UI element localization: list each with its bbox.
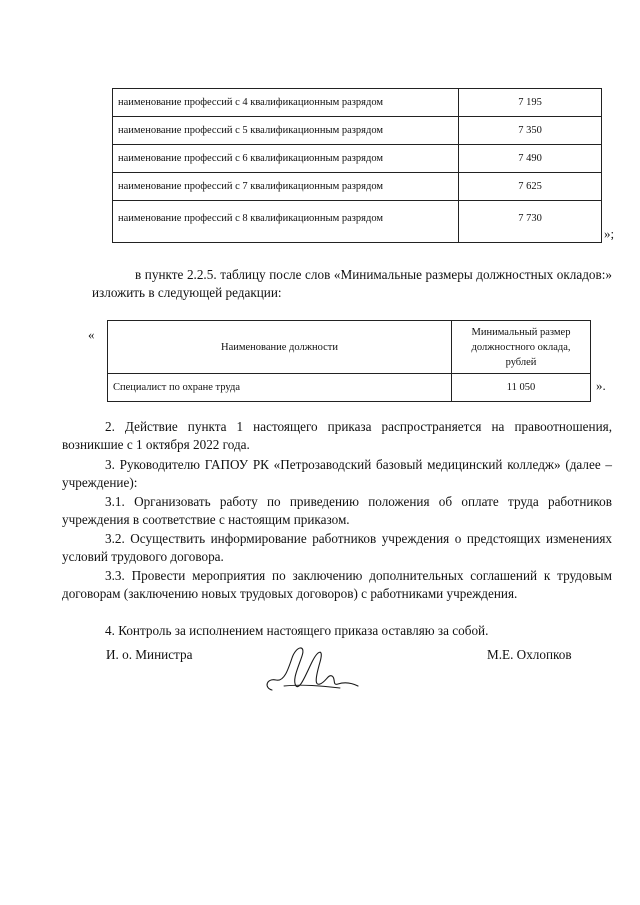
table-row [113,145,602,173]
table-cell-name: наименование профессий с 4 квалификационным разрядом [113,89,459,117]
intro-paragraph: в пункте 2.2.5. таблицу после слов «Минимальные размеры должностных окладов:» изложить в следующей редакции: [92,267,612,300]
table-cell-name: наименование профессий с 6 квалификационным разрядом [113,145,459,173]
table-cell-value: 7 490 [459,145,602,173]
table-row [113,117,602,145]
table-cell-name: наименование профессий с 7 квалификационным разрядом [113,173,459,201]
opening-quote: « [88,327,95,342]
closing-quote: »; [604,226,615,241]
column-header-position: Наименование должности [108,321,452,374]
handwritten-signature [262,640,362,698]
table-cell-value: 7 730 [459,201,602,243]
table-cell-value: 7 625 [459,173,602,201]
table-row [108,374,591,402]
closing-quote: ». [596,378,606,393]
paragraph-item-2: 2. Действие пункта 1 настоящего приказа распространяется на правоотношения, возникшие с 1 октября 2022 года. [62,419,612,452]
table-cell-value: 11 050 [452,374,591,402]
paragraph-item-3-1: 3.1. Организовать работу по приведению положения об оплате труда работников учреждения в соответствие с настоящим приказом. [62,494,612,527]
signatory-title: И. о. Министра [106,647,193,662]
table-cell-name: наименование профессий с 5 квалификационным разрядом [113,117,459,145]
position-salary-table [107,320,591,402]
paragraph-item-3-2: 3.2. Осуществить информирование работников учреждения о предстоящих изменениях условий трудового договора. [62,531,612,564]
table-cell-name: Специалист по охране труда [108,374,452,402]
table-header-row [108,321,591,374]
signatory-name: М.Е. Охлопков [487,647,572,662]
paragraph-item-3-3: 3.3. Провести мероприятия по заключению дополнительных соглашений к трудовым договорам (заключению новых трудовых договоров) с работниками учреждения. [62,568,612,601]
table-row [113,201,602,243]
table-cell-value: 7 195 [459,89,602,117]
table-row [113,173,602,201]
paragraph-item-4: 4. Контроль за исполнением настоящего приказа оставляю за собой. [105,623,489,638]
rates-table [112,88,602,243]
table-cell-value: 7 350 [459,117,602,145]
table-cell-name: наименование профессий с 8 квалификационным разрядом [113,201,459,243]
paragraph-item-3: 3. Руководителю ГАПОУ РК «Петрозаводский базовый медицинский колледж» (далее – учреждение): [62,457,612,490]
table-row [113,89,602,117]
column-header-salary: Минимальный размер должностного оклада, рублей [452,321,591,374]
